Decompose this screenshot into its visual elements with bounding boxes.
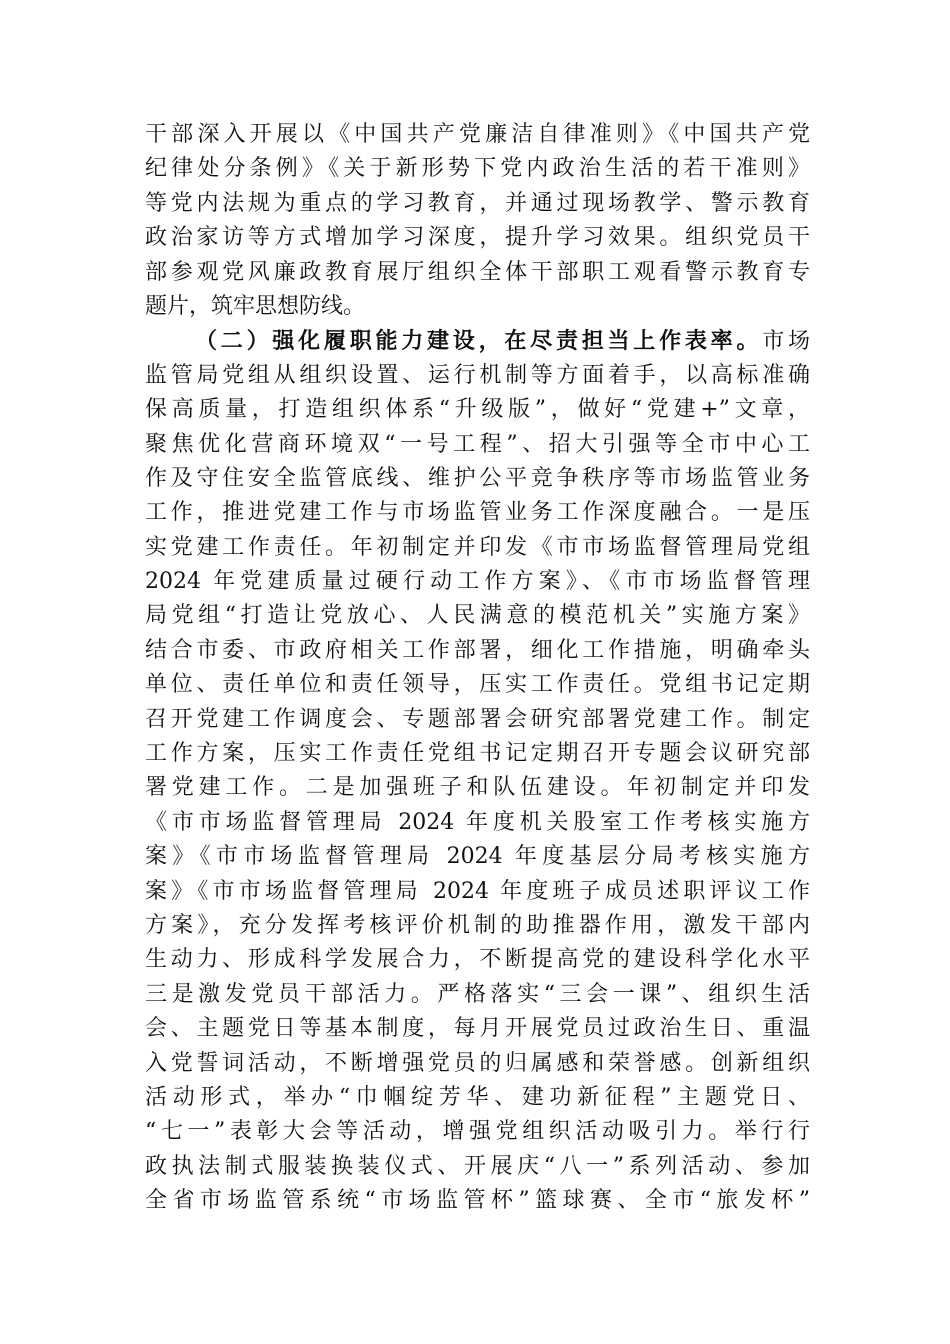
- text-line: [145, 324, 810, 358]
- text-line: 局党组“打造让党放心、人民满意的模范机关”实施方案》: [145, 603, 810, 629]
- text-line: 召开党建工作调度会、专题部署会研究部署党建工作。制定: [145, 706, 810, 732]
- text-line: 案》《市市场监督管理局 2024 年度班子成员述职评议工作: [145, 878, 810, 904]
- text-line: 干部深入开展以《中国共产党廉洁自律准则》《中国共产党: [145, 122, 810, 147]
- text-line: 保高质量，打造组织体系“升级版”，做好“党建+”文章，: [145, 397, 810, 423]
- heading-line-rest: 市场: [762, 329, 810, 355]
- text-line: 全省市场监管系统“市场监管杯”篮球赛、全市“旅发杯”: [145, 1188, 810, 1214]
- text-line: 实党建工作责任。年初制定并印发《市市场监督管理局党组: [145, 534, 810, 560]
- text-line: “七一”表彰大会等活动，增强党组织活动吸引力。举行行: [145, 1119, 810, 1145]
- text-line: 等党内法规为重点的学习教育，并通过现场教学、警示教育: [145, 190, 810, 216]
- text-line: 方案》，充分发挥考核评价机制的助推器作用，激发干部内: [145, 912, 810, 938]
- paragraph-2: [145, 324, 810, 1218]
- text-line: 生动力、形成科学发展合力，不断提高党的建设科学化水平: [145, 947, 810, 973]
- text-line: 政执法制式服装换装仪式、开展庆“八一”系列活动、参加: [145, 1153, 810, 1179]
- text-line: 三是激发党员干部活力。严格落实“三会一课”、组织生活: [145, 981, 810, 1007]
- text-line: 聚焦优化营商环境双“一号工程”、招大引强等全市中心工: [145, 431, 810, 457]
- paragraph-1: [145, 118, 810, 324]
- text-line: 工作方案，压实工作责任党组书记定期召开专题会议研究部: [145, 741, 810, 767]
- text-line: 结合市委、市政府相关工作部署，细化工作措施，明确牵头: [145, 637, 810, 663]
- text-line: 纪律处分条例》《关于新形势下党内政治生活的若干准则》: [145, 156, 810, 182]
- text-line: 活动形式，举办“巾帼绽芳华、建功新征程”主题党日、: [145, 1084, 810, 1110]
- text-line: 案》《市市场监督管理局 2024 年度基层分局考核实施方: [145, 844, 810, 870]
- text-line: 监管局党组从组织设置、运行机制等方面着手，以高标准确: [145, 362, 810, 388]
- text-line: 入党誓词活动，不断增强党员的归属感和荣誉感。创新组织: [145, 1050, 810, 1076]
- text-line: 作及守住安全监管底线、维护公平竞争秩序等市场监管业务: [145, 465, 810, 491]
- text-line: 部参观党风廉政教育展厅组织全体干部职工观看警示教育专: [145, 259, 810, 285]
- text-line: 署党建工作。二是加强班子和队伍建设。年初制定并印发: [145, 775, 810, 801]
- text-line: 单位、责任单位和责任领导，压实工作责任。党组书记定期: [145, 672, 810, 698]
- document-body: [145, 118, 810, 1219]
- text-line: 《市市场监督管理局 2024 年度机关股室工作考核实施方: [145, 809, 810, 835]
- text-line: 2024 年党建质量过硬行动工作方案》、《市市场监督管理: [145, 569, 810, 595]
- text-line: 政治家访等方式增加学习深度，提升学习效果。组织党员干: [145, 225, 810, 251]
- text-line: 题片，筑牢思想防线。: [145, 293, 366, 319]
- section-heading: （二）强化履职能力建设，在尽责担当上作表率。: [195, 328, 763, 355]
- text-line: 会、主题党日等基本制度，每月开展党员过政治生日、重温: [145, 1016, 810, 1042]
- text-line: 工作，推进党建工作与市场监管业务工作深度融合。一是压: [145, 500, 810, 526]
